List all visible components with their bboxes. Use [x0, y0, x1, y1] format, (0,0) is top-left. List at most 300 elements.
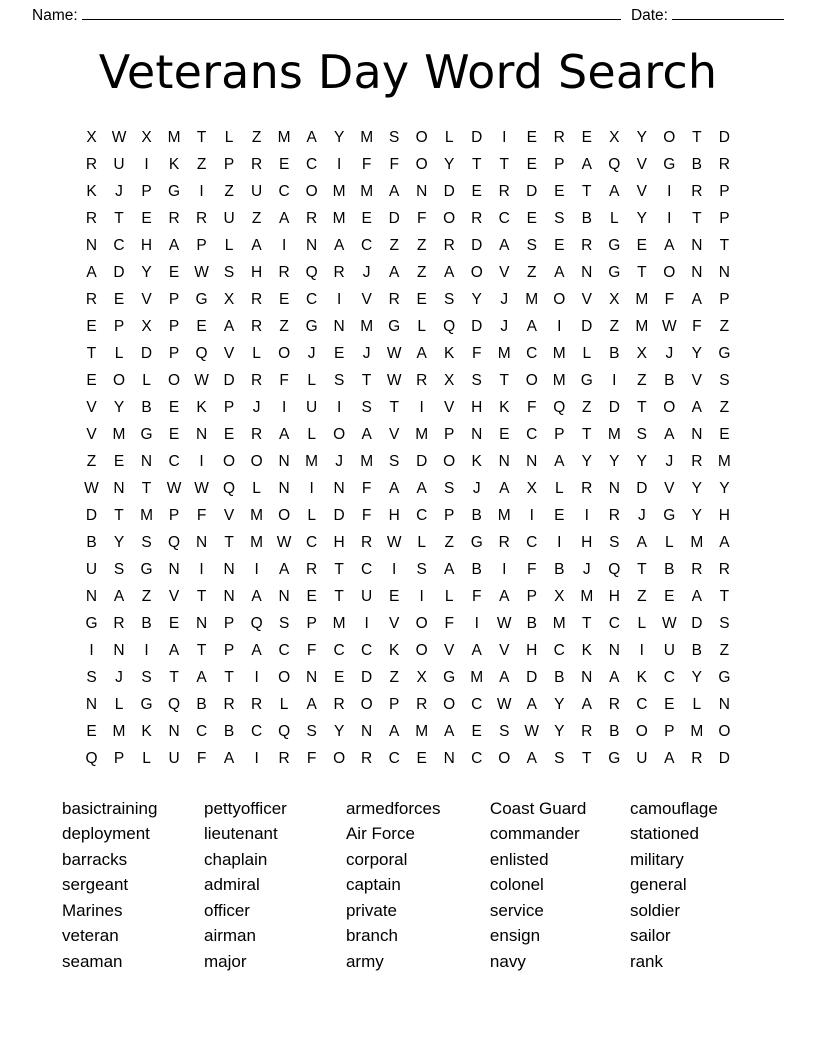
grid-cell[interactable]: M — [635, 290, 649, 308]
grid-cell[interactable]: F — [306, 641, 317, 659]
grid-cell[interactable]: G — [140, 695, 153, 713]
grid-cell[interactable]: N — [168, 722, 180, 740]
grid-cell[interactable]: A — [251, 236, 262, 254]
grid-cell[interactable]: N — [278, 479, 290, 497]
grid-cell[interactable]: L — [554, 479, 564, 497]
grid-cell[interactable]: P — [196, 236, 207, 254]
grid-cell[interactable]: O — [415, 128, 428, 146]
grid-cell[interactable]: K — [581, 641, 592, 659]
word-list-item[interactable]: enlisted — [489, 849, 549, 869]
grid-cell[interactable]: S — [609, 533, 620, 551]
grid-cell[interactable]: I — [612, 371, 617, 389]
word-list-item[interactable]: admiral — [203, 875, 260, 895]
grid-cell[interactable]: Z — [389, 236, 399, 254]
grid-cell[interactable]: P — [223, 614, 235, 632]
grid-cell[interactable]: E — [389, 587, 400, 605]
grid-cell[interactable]: C — [195, 722, 208, 740]
grid-cell[interactable]: B — [471, 506, 482, 524]
grid-cell[interactable]: V — [691, 371, 703, 389]
grid-cell[interactable]: O — [415, 614, 428, 632]
word-list-item[interactable]: veteran — [62, 926, 119, 946]
grid-cell[interactable]: E — [416, 749, 427, 767]
grid-cell[interactable]: F — [279, 371, 289, 389]
grid-cell[interactable]: E — [526, 209, 537, 227]
grid-cell[interactable]: V — [223, 506, 235, 524]
grid-cell[interactable]: C — [526, 344, 538, 362]
grid-cell[interactable]: M — [415, 425, 429, 443]
word-list-item[interactable]: lieutenant — [203, 824, 278, 844]
grid-cell[interactable]: Z — [251, 209, 262, 227]
grid-cell[interactable]: I — [392, 560, 397, 578]
grid-cell[interactable]: Y — [554, 695, 565, 713]
grid-cell[interactable]: M — [552, 371, 566, 389]
grid-cell[interactable]: N — [168, 560, 180, 578]
grid-cell[interactable]: C — [416, 506, 428, 524]
grid-cell[interactable]: A — [609, 182, 620, 200]
grid-cell[interactable]: N — [471, 425, 483, 443]
grid-cell[interactable]: E — [333, 668, 345, 686]
grid-cell[interactable]: R — [691, 182, 703, 200]
grid-cell[interactable]: X — [526, 479, 537, 497]
grid-cell[interactable]: R — [85, 209, 98, 227]
grid-cell[interactable]: J — [500, 290, 509, 308]
grid-cell[interactable]: H — [388, 506, 400, 524]
grid-cell[interactable]: I — [557, 533, 562, 551]
word-list-item[interactable]: basictraining — [62, 798, 158, 818]
grid-cell[interactable]: W — [386, 371, 402, 389]
grid-cell[interactable]: F — [306, 749, 317, 767]
grid-cell[interactable]: M — [690, 722, 704, 740]
grid-cell[interactable]: M — [607, 425, 621, 443]
grid-cell[interactable]: R — [361, 533, 373, 551]
grid-cell[interactable]: E — [168, 398, 180, 416]
grid-cell[interactable]: Z — [637, 371, 647, 389]
grid-cell[interactable]: A — [664, 749, 675, 767]
grid-cell[interactable]: Q — [443, 317, 456, 335]
grid-cell[interactable]: B — [691, 641, 703, 659]
grid-cell[interactable]: P — [223, 398, 235, 416]
grid-cell[interactable]: A — [168, 641, 180, 659]
grid-cell[interactable]: K — [389, 641, 400, 659]
grid-cell[interactable]: R — [278, 749, 290, 767]
grid-cell[interactable]: M — [250, 533, 264, 551]
grid-cell[interactable]: T — [361, 371, 372, 389]
grid-cell[interactable]: X — [554, 587, 565, 605]
grid-cell[interactable]: E — [719, 425, 730, 443]
grid-cell[interactable]: M — [360, 128, 374, 146]
grid-cell[interactable]: B — [691, 155, 703, 173]
grid-cell[interactable]: M — [635, 317, 649, 335]
grid-cell[interactable]: Y — [691, 506, 703, 524]
grid-cell[interactable]: D — [526, 668, 538, 686]
grid-cell[interactable]: Z — [224, 182, 234, 200]
grid-cell[interactable]: R — [250, 371, 263, 389]
grid-cell[interactable]: O — [112, 371, 126, 389]
grid-cell[interactable]: M — [112, 425, 126, 443]
grid-cell[interactable]: X — [444, 371, 455, 389]
grid-cell[interactable]: A — [719, 533, 730, 551]
grid-cell[interactable]: T — [692, 128, 702, 146]
grid-cell[interactable]: R — [498, 182, 510, 200]
grid-cell[interactable]: J — [115, 182, 123, 200]
grid-cell[interactable]: Y — [471, 290, 482, 308]
grid-cell[interactable]: R — [608, 506, 620, 524]
grid-cell[interactable]: N — [85, 587, 98, 605]
grid-cell[interactable]: Z — [141, 587, 152, 605]
grid-cell[interactable]: I — [254, 560, 259, 578]
grid-cell[interactable]: N — [691, 263, 703, 281]
grid-cell[interactable]: T — [86, 344, 97, 362]
grid-cell[interactable]: B — [141, 614, 152, 632]
grid-cell[interactable]: I — [529, 506, 534, 524]
grid-cell[interactable]: O — [443, 452, 456, 470]
grid-cell[interactable]: V — [444, 641, 455, 659]
grid-cell[interactable]: N — [581, 263, 593, 281]
grid-cell[interactable]: W — [194, 263, 209, 281]
grid-cell[interactable]: M — [277, 128, 291, 146]
grid-cell[interactable]: H — [608, 587, 620, 605]
grid-cell[interactable]: L — [252, 479, 261, 497]
grid-cell[interactable]: H — [140, 236, 153, 254]
grid-cell[interactable]: P — [719, 209, 730, 227]
grid-cell[interactable]: W — [194, 371, 209, 389]
grid-cell[interactable]: Q — [195, 344, 208, 362]
grid-cell[interactable]: M — [112, 722, 126, 740]
grid-cell[interactable]: C — [278, 182, 290, 200]
grid-cell[interactable]: W — [386, 344, 402, 362]
grid-cell[interactable]: R — [361, 749, 373, 767]
grid-cell[interactable]: N — [718, 263, 730, 281]
grid-cell[interactable]: T — [334, 587, 344, 605]
grid-cell[interactable]: I — [419, 587, 424, 605]
grid-cell[interactable]: J — [582, 560, 591, 578]
grid-cell[interactable]: S — [444, 479, 455, 497]
word-list-item[interactable]: private — [345, 900, 397, 920]
grid-cell[interactable]: M — [525, 290, 539, 308]
grid-cell[interactable]: S — [444, 290, 455, 308]
grid-cell[interactable]: I — [639, 641, 644, 659]
grid-cell[interactable]: R — [223, 695, 235, 713]
grid-cell[interactable]: A — [196, 668, 207, 686]
grid-cell[interactable]: B — [471, 560, 482, 578]
grid-cell[interactable]: A — [86, 263, 97, 281]
grid-cell[interactable]: E — [113, 452, 125, 470]
word-list-item[interactable]: service — [489, 900, 544, 920]
word-list-item[interactable]: army — [345, 951, 384, 971]
grid-cell[interactable]: Z — [719, 641, 730, 659]
grid-cell[interactable]: C — [250, 722, 263, 740]
word-list-item[interactable]: soldier — [629, 900, 681, 920]
grid-cell[interactable]: D — [471, 317, 483, 335]
grid-cell[interactable]: I — [336, 290, 342, 308]
grid-cell[interactable]: N — [195, 533, 208, 551]
grid-cell[interactable]: S — [499, 722, 510, 740]
grid-cell[interactable]: T — [169, 668, 179, 686]
grid-cell[interactable]: N — [526, 452, 538, 470]
grid-cell[interactable]: A — [389, 722, 400, 740]
grid-cell[interactable]: A — [636, 533, 647, 551]
grid-cell[interactable]: L — [307, 425, 316, 443]
grid-cell[interactable]: J — [362, 344, 371, 362]
grid-cell[interactable]: A — [664, 425, 675, 443]
grid-cell[interactable]: C — [361, 560, 373, 578]
grid-cell[interactable]: D — [718, 749, 730, 767]
grid-cell[interactable]: O — [663, 398, 676, 416]
grid-cell[interactable]: W — [662, 614, 677, 632]
grid-cell[interactable]: M — [332, 209, 346, 227]
grid-cell[interactable]: O — [443, 695, 456, 713]
grid-cell[interactable]: A — [278, 425, 290, 443]
grid-cell[interactable]: D — [361, 668, 373, 686]
grid-cell[interactable]: A — [416, 479, 427, 497]
grid-cell[interactable]: E — [168, 263, 180, 281]
grid-cell[interactable]: U — [361, 587, 373, 605]
grid-cell[interactable]: A — [361, 425, 372, 443]
grid-cell[interactable]: H — [250, 263, 263, 281]
grid-cell[interactable]: Q — [168, 533, 181, 551]
grid-cell[interactable]: I — [199, 452, 204, 470]
grid-cell[interactable]: E — [526, 155, 537, 173]
word-list-item[interactable]: Air Force — [345, 824, 415, 844]
grid-cell[interactable]: S — [86, 668, 97, 686]
grid-cell[interactable]: L — [444, 128, 454, 146]
grid-cell[interactable]: A — [691, 398, 703, 416]
grid-cell[interactable]: M — [497, 506, 511, 524]
grid-cell[interactable]: K — [444, 344, 455, 362]
grid-cell[interactable]: P — [554, 155, 565, 173]
grid-cell[interactable]: U — [306, 398, 318, 416]
grid-cell[interactable]: R — [113, 614, 125, 632]
grid-cell[interactable]: Y — [609, 452, 620, 470]
grid-cell[interactable]: R — [581, 479, 593, 497]
grid-cell[interactable]: L — [114, 695, 124, 713]
grid-cell[interactable]: A — [389, 263, 400, 281]
grid-cell[interactable]: L — [444, 587, 454, 605]
grid-cell[interactable]: H — [718, 506, 730, 524]
grid-cell[interactable]: P — [664, 722, 675, 740]
word-list-item[interactable]: general — [629, 875, 687, 895]
grid-cell[interactable]: C — [361, 236, 373, 254]
grid-cell[interactable]: E — [581, 128, 592, 146]
grid-cell[interactable]: A — [389, 182, 400, 200]
grid-cell[interactable]: C — [553, 641, 565, 659]
grid-cell[interactable]: M — [690, 533, 704, 551]
word-list-item[interactable]: stationed — [629, 824, 699, 844]
grid-cell[interactable]: Y — [636, 128, 647, 146]
grid-cell[interactable]: A — [499, 479, 510, 497]
grid-cell[interactable]: C — [306, 155, 318, 173]
grid-cell[interactable]: A — [554, 263, 565, 281]
grid-cell[interactable]: R — [443, 236, 455, 254]
grid-cell[interactable]: G — [140, 425, 153, 443]
grid-cell[interactable]: R — [691, 560, 703, 578]
grid-cell[interactable]: H — [526, 641, 538, 659]
grid-cell[interactable]: U — [168, 749, 180, 767]
grid-cell[interactable]: T — [224, 668, 234, 686]
grid-cell[interactable]: B — [86, 533, 97, 551]
word-list-item[interactable]: deployment — [62, 824, 150, 844]
grid-cell[interactable]: Z — [527, 263, 537, 281]
grid-cell[interactable]: S — [554, 209, 565, 227]
grid-cell[interactable]: M — [360, 182, 374, 200]
grid-cell[interactable]: B — [664, 560, 675, 578]
grid-cell[interactable]: O — [443, 209, 456, 227]
grid-cell[interactable]: S — [141, 668, 152, 686]
word-list-item[interactable]: chaplain — [203, 849, 268, 869]
grid-cell[interactable]: E — [278, 155, 290, 173]
grid-cell[interactable]: B — [223, 722, 235, 740]
grid-cell[interactable]: I — [309, 479, 314, 497]
grid-cell[interactable]: I — [584, 506, 589, 524]
grid-cell[interactable]: N — [718, 695, 730, 713]
grid-cell[interactable]: J — [637, 506, 646, 524]
grid-cell[interactable]: F — [692, 317, 702, 335]
grid-cell[interactable]: Q — [168, 695, 181, 713]
grid-cell[interactable]: T — [499, 371, 509, 389]
grid-cell[interactable]: Z — [719, 398, 730, 416]
grid-cell[interactable]: C — [306, 290, 318, 308]
grid-cell[interactable]: I — [254, 749, 259, 767]
grid-cell[interactable]: V — [141, 290, 152, 308]
grid-cell[interactable]: U — [223, 209, 235, 227]
grid-cell[interactable]: V — [664, 479, 675, 497]
grid-cell[interactable]: S — [389, 128, 400, 146]
grid-cell[interactable]: Y — [691, 668, 703, 686]
grid-cell[interactable]: O — [278, 344, 291, 362]
grid-cell[interactable]: E — [471, 182, 482, 200]
grid-cell[interactable]: P — [526, 587, 537, 605]
grid-cell[interactable]: O — [498, 749, 511, 767]
grid-cell[interactable]: I — [89, 641, 94, 659]
grid-cell[interactable]: O — [333, 749, 346, 767]
grid-cell[interactable]: L — [224, 128, 234, 146]
grid-cell[interactable]: E — [196, 317, 207, 335]
grid-cell[interactable]: Q — [278, 722, 291, 740]
grid-cell[interactable]: N — [278, 587, 290, 605]
grid-cell[interactable]: I — [199, 560, 204, 578]
grid-cell[interactable]: G — [608, 749, 621, 767]
grid-cell[interactable]: N — [333, 479, 345, 497]
grid-cell[interactable]: N — [306, 668, 318, 686]
grid-cell[interactable]: S — [416, 560, 427, 578]
grid-cell[interactable]: F — [361, 479, 372, 497]
grid-cell[interactable]: C — [113, 236, 125, 254]
grid-cell[interactable]: L — [114, 344, 124, 362]
grid-cell[interactable]: P — [444, 425, 455, 443]
grid-cell[interactable]: A — [444, 560, 455, 578]
grid-cell[interactable]: J — [665, 344, 674, 362]
grid-cell[interactable]: D — [471, 236, 483, 254]
grid-cell[interactable]: H — [471, 398, 483, 416]
grid-cell[interactable]: D — [636, 479, 648, 497]
grid-cell[interactable]: T — [582, 182, 592, 200]
grid-cell[interactable]: X — [416, 668, 427, 686]
grid-cell[interactable]: T — [637, 398, 647, 416]
grid-cell[interactable]: O — [553, 290, 566, 308]
grid-cell[interactable]: O — [168, 371, 181, 389]
grid-cell[interactable]: Z — [251, 128, 262, 146]
grid-cell[interactable]: N — [113, 479, 125, 497]
grid-cell[interactable]: R — [498, 533, 510, 551]
grid-cell[interactable]: D — [416, 452, 428, 470]
date-write-line[interactable] — [672, 6, 784, 20]
grid-cell[interactable]: M — [305, 452, 319, 470]
grid-cell[interactable]: E — [416, 290, 427, 308]
grid-cell[interactable]: R — [250, 155, 263, 173]
grid-cell[interactable]: V — [86, 425, 97, 443]
grid-cell[interactable]: O — [635, 722, 648, 740]
grid-cell[interactable]: T — [582, 425, 592, 443]
grid-cell[interactable]: D — [608, 398, 620, 416]
grid-cell[interactable]: K — [471, 452, 482, 470]
grid-cell[interactable]: H — [581, 533, 593, 551]
grid-cell[interactable]: D — [691, 614, 703, 632]
grid-cell[interactable]: D — [526, 182, 538, 200]
grid-cell[interactable]: Z — [637, 587, 647, 605]
grid-cell[interactable]: M — [332, 614, 346, 632]
grid-cell[interactable]: Z — [719, 317, 730, 335]
grid-cell[interactable]: Z — [582, 398, 592, 416]
grid-cell[interactable]: T — [637, 560, 647, 578]
grid-cell[interactable]: L — [252, 344, 261, 362]
grid-cell[interactable]: E — [168, 425, 180, 443]
grid-cell[interactable]: R — [85, 290, 98, 308]
grid-cell[interactable]: B — [609, 344, 620, 362]
grid-cell[interactable]: S — [361, 398, 372, 416]
grid-cell[interactable]: A — [223, 317, 235, 335]
grid-cell[interactable]: Z — [196, 155, 207, 173]
grid-cell[interactable]: N — [223, 560, 235, 578]
grid-cell[interactable]: I — [667, 209, 672, 227]
grid-cell[interactable]: Y — [719, 479, 730, 497]
grid-cell[interactable]: Y — [113, 533, 125, 551]
grid-cell[interactable]: I — [281, 236, 287, 254]
grid-cell[interactable]: Q — [223, 479, 236, 497]
grid-cell[interactable]: G — [140, 560, 153, 578]
grid-cell[interactable]: F — [664, 290, 675, 308]
grid-cell[interactable]: I — [502, 560, 507, 578]
grid-cell[interactable]: W — [496, 695, 512, 713]
grid-cell[interactable]: T — [471, 155, 482, 173]
grid-cell[interactable]: S — [333, 371, 345, 389]
grid-cell[interactable]: L — [142, 749, 151, 767]
grid-cell[interactable]: A — [251, 587, 262, 605]
grid-cell[interactable]: W — [276, 533, 292, 551]
grid-cell[interactable]: A — [471, 641, 482, 659]
grid-cell[interactable]: W — [496, 614, 512, 632]
grid-cell[interactable]: A — [278, 209, 290, 227]
grid-cell[interactable]: N — [278, 452, 290, 470]
grid-cell[interactable]: A — [581, 155, 592, 173]
grid-cell[interactable]: E — [664, 587, 675, 605]
grid-cell[interactable]: Y — [554, 722, 565, 740]
grid-cell[interactable]: E — [86, 317, 97, 335]
grid-cell[interactable]: O — [278, 506, 291, 524]
grid-cell[interactable]: O — [250, 452, 263, 470]
grid-cell[interactable]: A — [444, 722, 455, 740]
grid-cell[interactable]: N — [140, 452, 153, 470]
grid-cell[interactable]: X — [609, 290, 620, 308]
grid-cell[interactable]: A — [581, 695, 592, 713]
grid-cell[interactable]: R — [691, 452, 703, 470]
grid-cell[interactable]: Z — [279, 317, 289, 335]
grid-cell[interactable]: T — [224, 533, 234, 551]
grid-cell[interactable]: I — [667, 182, 672, 200]
grid-cell[interactable]: M — [415, 722, 429, 740]
grid-cell[interactable]: A — [691, 290, 703, 308]
grid-cell[interactable]: U — [85, 560, 98, 578]
grid-cell[interactable]: J — [335, 452, 344, 470]
